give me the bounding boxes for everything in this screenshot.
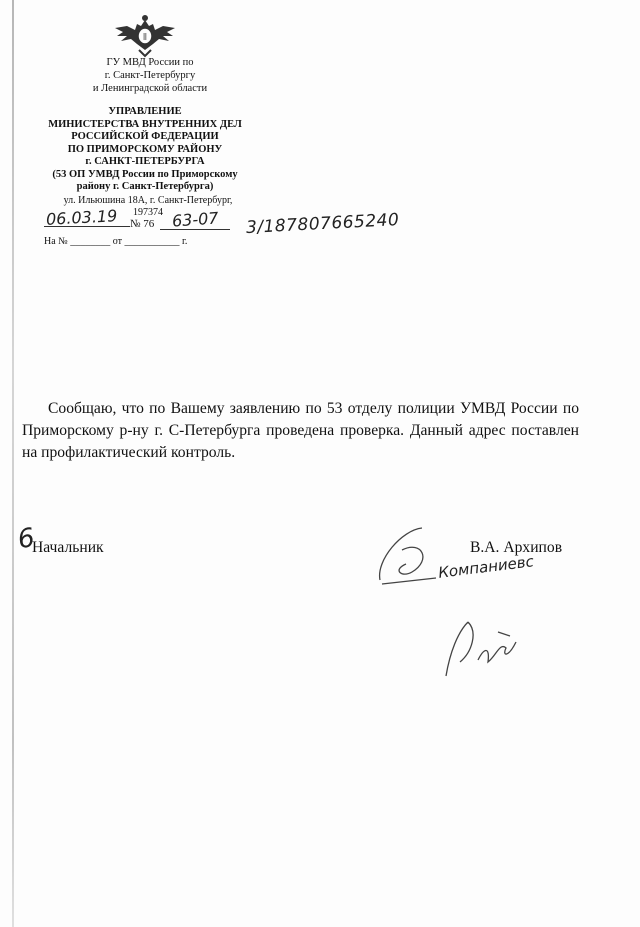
mvd-emblem-icon — [111, 14, 179, 58]
department-line: району г. Санкт-Петербурга) — [76, 181, 214, 192]
ministry-line: ГУ МВД России по — [106, 57, 194, 68]
signature-initials — [438, 612, 538, 682]
department-header — [20, 106, 270, 194]
department-line: УПРАВЛЕНИЕ — [108, 106, 182, 117]
handwritten-number: 63-07 — [171, 208, 220, 231]
department-line: РОССИЙСКОЙ ФЕДЕРАЦИИ — [71, 131, 219, 142]
signature-scribble — [372, 520, 442, 590]
letter-body: Сообщаю, что по Вашему заявлению по 53 отделу полиции УМВД России по Приморскому р-ну г. С-Петербурга проведена проверка. Данный адрес поставлен на профилактический контроль. — [22, 400, 579, 461]
reply-reference-line: На № ________ от ___________ г. — [44, 236, 188, 247]
signatory-name: В.А. Архипов — [470, 539, 563, 556]
scan-edge — [12, 0, 14, 927]
signatory-title: Начальник — [32, 539, 104, 556]
ministry-line: г. Санкт-Петербургу — [104, 70, 196, 81]
ministry-header — [60, 56, 240, 95]
svg-text:ǁ: ǁ — [142, 33, 148, 43]
handwritten-date: 06.03.19 — [45, 206, 118, 229]
number-label: № 76 — [130, 218, 155, 230]
number-underline — [160, 229, 230, 230]
department-line: МИНИСТЕРСТВА ВНУТРЕННИХ ДЕЛ — [48, 118, 242, 130]
department-line: г. САНКТ-ПЕТЕРБУРГА — [85, 156, 205, 167]
department-line: (53 ОП УМВД России по Приморскому — [52, 168, 238, 180]
date-underline — [44, 226, 130, 227]
department-line: ПО ПРИМОРСКОМУ РАЙОНУ — [67, 143, 223, 155]
handwritten-mark: 6 — [15, 522, 38, 556]
address-line: ул. Ильюшина 18А, г. Санкт-Петербург, — [63, 195, 233, 206]
address-line: 197374 — [133, 207, 163, 218]
handwritten-reference: 3/187807665240 — [245, 210, 400, 238]
ministry-line: и Ленинградской области — [92, 83, 208, 94]
handwritten-note: Компаниевс — [437, 552, 535, 582]
